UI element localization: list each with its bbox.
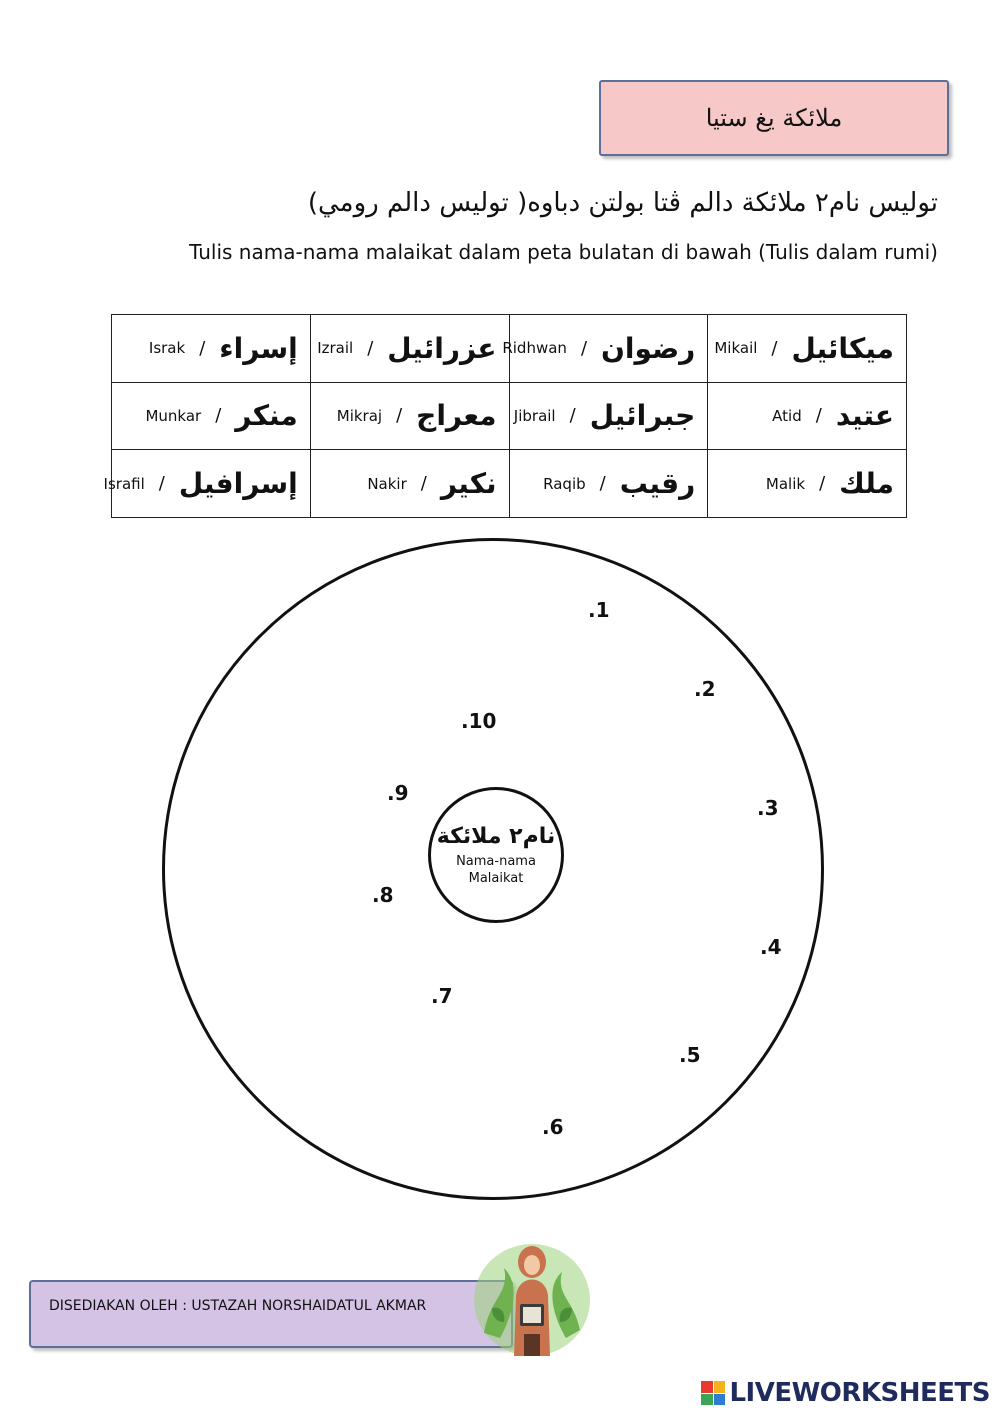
answer-number-1[interactable]: .1 [588,598,610,622]
angel-name-jawi: عزرائيل [387,331,497,365]
table-cell [509,450,708,518]
angel-name-rumi: Ridhwan [502,339,567,358]
answer-number-10[interactable]: .10 [461,709,497,733]
angel-name-rumi: Israfil [103,474,145,493]
angel-names-table [103,314,907,518]
answer-number-9[interactable]: .9 [387,781,409,805]
footer-box [29,1280,513,1348]
instruction-jawi: توليس نام٢ ملائكة دالم ڤتا بولتن دباوه( توليس دالم رومي) [307,188,938,218]
angel-name-jawi: رضوان [601,331,696,365]
answer-number-7[interactable]: .7 [431,984,453,1008]
table-cell [502,315,708,383]
name-separator: / [396,405,403,427]
center-title-jawi: نام٢ ملائكة [436,823,556,849]
angel-name-jawi: ميكائيل [791,331,894,365]
angel-name-jawi: منكر [235,399,298,433]
brand [701,1378,990,1408]
center-title-line2: Malaikat [468,870,524,886]
table-cell [708,315,907,383]
angel-name-rumi: Raqib [543,474,586,493]
table-cell [708,450,907,518]
table-cell [310,450,509,518]
angel-name-rumi: Atid [772,406,802,425]
table-cell [310,382,509,450]
name-separator: / [158,473,165,495]
angel-name-jawi: إسرافيل [178,467,298,501]
table-cell [103,450,311,518]
name-separator: / [199,337,206,359]
answer-number-3[interactable]: .3 [757,796,779,820]
angel-name-jawi: رقيب [619,467,696,501]
angel-name-rumi: Jibrail [513,406,556,425]
answer-number-5[interactable]: .5 [679,1043,701,1067]
answer-number-4[interactable]: .4 [760,935,782,959]
angel-name-jawi: ملك [839,467,894,501]
table-cell [708,382,907,450]
table-cell [112,382,311,450]
instruction-rumi: Tulis nama-nama malaikat dalam peta bulatan di bawah (Tulis dalam rumi) [189,240,938,264]
prepared-by: DISEDIAKAN OLEH : USTAZAH NORSHAIDATUL AKMAR [49,1298,427,1314]
name-separator: / [215,405,222,427]
name-separator: / [580,337,588,359]
angel-name-jawi: جبرائيل [589,399,696,433]
table-row [112,382,907,450]
name-separator: / [599,473,606,495]
page-title: ملائكة يغ ستيا [705,104,843,132]
center-title-line1: Nama-nama [456,853,536,869]
angel-name-rumi: Mikail [714,339,758,358]
angel-name-rumi: Munkar [145,406,202,425]
angel-name-jawi: معراج [416,399,497,433]
table-cell [310,315,509,383]
answer-number-6[interactable]: .6 [542,1115,564,1139]
table-row [112,315,907,383]
name-separator: / [367,337,374,359]
liveworksheets-logo-icon [701,1381,725,1405]
angel-name-jawi: إسراء [219,331,298,365]
angel-name-rumi: Malik [765,474,806,493]
name-separator: / [771,337,778,359]
title-box [599,80,949,156]
center-title-rumi [456,853,536,887]
angel-name-jawi: نكير [440,467,497,501]
table-cell [509,382,708,450]
angel-name-rumi: Izrail [317,339,354,358]
angel-name-rumi: Nakir [367,474,407,493]
circle-map-center [428,787,564,923]
answer-number-2[interactable]: .2 [694,677,716,701]
name-separator: / [815,405,822,427]
angel-name-rumi: Mikraj [336,406,383,425]
name-separator: / [569,405,576,427]
answer-number-8[interactable]: .8 [372,883,394,907]
name-separator: / [420,473,427,495]
angel-name-rumi: Israk [148,339,186,358]
table-row [112,450,907,518]
brand-name: LIVEWORKSHEETS [729,1378,990,1408]
name-separator: / [819,473,826,495]
teacher-with-book-icon [470,1238,594,1358]
angel-name-jawi: عتيد [835,399,894,433]
table-cell [112,315,311,383]
